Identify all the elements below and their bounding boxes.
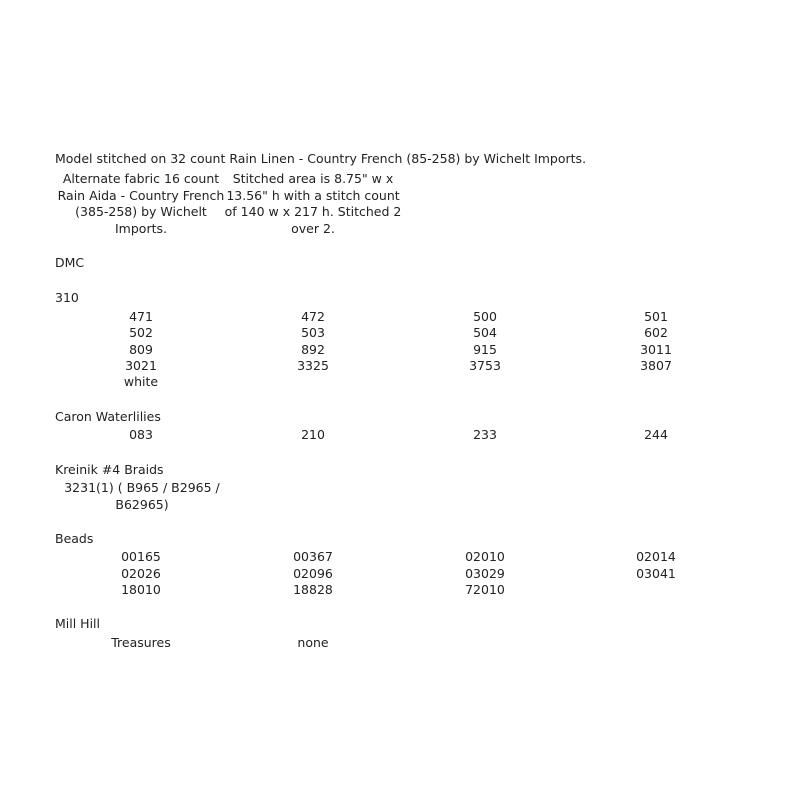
bead-item: 03029 — [465, 566, 505, 581]
bead-item: 00165 — [121, 549, 161, 564]
bead-item: 72010 — [465, 582, 505, 597]
dmc-thread: 602 — [644, 325, 668, 340]
bead-item: 18010 — [121, 582, 161, 597]
alternate-fabric-note: Alternate fabric 16 count Rain Aida - Country French (385-258) by Wichelt Imports. — [57, 171, 225, 236]
dmc-thread: white — [123, 374, 159, 389]
dmc-thread: 3807 — [640, 358, 672, 373]
bead-item: 02096 — [293, 566, 333, 581]
dmc-thread: 3011 — [640, 342, 672, 357]
dmc-thread: 502 — [129, 325, 153, 340]
bead-item: 00367 — [293, 549, 333, 564]
dmc-thread: 809 — [129, 342, 153, 357]
dmc-thread: 3021 — [125, 358, 157, 373]
millhill-item: none — [297, 635, 329, 650]
bead-item: 02026 — [121, 566, 161, 581]
dmc-thread: 915 — [473, 342, 497, 357]
caron-thread: 244 — [644, 427, 668, 442]
stitched-area-note: Stitched area is 8.75" w x 13.56" h with a stitch count of 140 w x 217 h. Stitched 2 over 2. — [224, 171, 402, 236]
dmc-thread: 892 — [301, 342, 325, 357]
bead-item: 02014 — [636, 549, 676, 564]
dmc-thread: 471 — [129, 309, 153, 324]
caron-thread: 083 — [129, 427, 153, 442]
dmc-thread: 3325 — [297, 358, 329, 373]
bead-item: 02010 — [465, 549, 505, 564]
millhill-item: Treasures — [111, 635, 171, 650]
millhill-heading: Mill Hill — [55, 616, 100, 631]
bead-item: 03041 — [636, 566, 676, 581]
caron-thread: 210 — [301, 427, 325, 442]
dmc-heading: DMC — [55, 255, 85, 270]
kreinik-heading: Kreinik #4 Braids — [55, 462, 164, 477]
dmc-thread: 472 — [301, 309, 325, 324]
dmc-thread: 503 — [301, 325, 325, 340]
kreinik-braid: 3231(1) ( B965 / B2965 / B62965) — [64, 480, 220, 512]
bead-item: 18828 — [293, 582, 333, 597]
dmc-thread: 500 — [473, 309, 497, 324]
dmc-thread: 501 — [644, 309, 668, 324]
dmc-thread: 504 — [473, 325, 497, 340]
beads-heading: Beads — [55, 531, 94, 546]
dmc-first-item: 310 — [55, 290, 79, 305]
model-line: Model stitched on 32 count Rain Linen - Country French (85-258) by Wichelt Imports. — [55, 151, 587, 166]
caron-thread: 233 — [473, 427, 497, 442]
dmc-thread: 3753 — [469, 358, 501, 373]
caron-heading: Caron Waterlilies — [55, 409, 161, 424]
